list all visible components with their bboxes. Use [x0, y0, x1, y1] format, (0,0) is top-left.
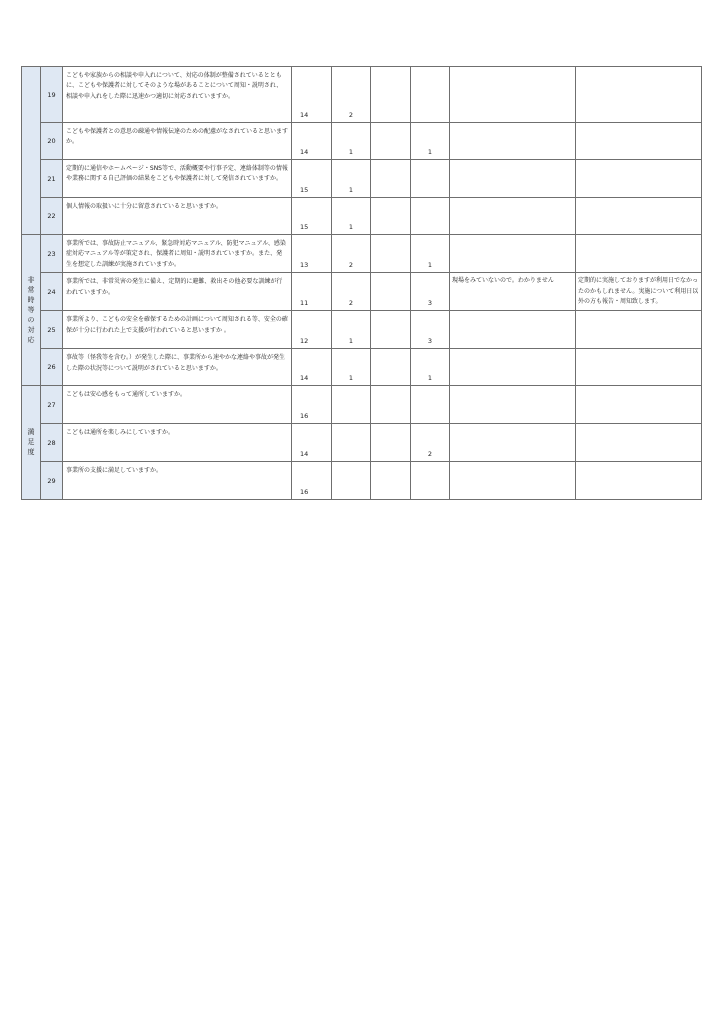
response-cell: [576, 67, 702, 123]
category-cell-communication: [22, 67, 41, 235]
row-number: 25: [41, 311, 63, 349]
category-label: 非常時等の対応: [27, 275, 35, 344]
response-cell: [576, 311, 702, 349]
count-cell: 15: [292, 198, 332, 235]
count-cell: [332, 386, 371, 424]
question-text: こどもや保護者との意思の疎通や情報伝達のための配慮がなされていると思いますか。: [63, 123, 292, 160]
count-cell: 2: [411, 424, 450, 462]
count-cell: 1: [332, 349, 371, 386]
count-cell: 16: [292, 386, 332, 424]
count-cell: [411, 160, 450, 198]
count-cell: [371, 198, 411, 235]
row-number: 21: [41, 160, 63, 198]
question-text: 定期的に通信やホームページ・SNS等で、活動概要や行事予定、連絡体制等の情報や業務に関する自己評価の結果をこどもや保護者に対して発信されていますか。: [63, 160, 292, 198]
row-number: 27: [41, 386, 63, 424]
count-cell: 14: [292, 349, 332, 386]
row-number: 20: [41, 123, 63, 160]
table-row: [22, 462, 702, 500]
count-cell: [371, 424, 411, 462]
count-cell: [371, 67, 411, 123]
question-text: こどもは安心感をもって通所していますか。: [63, 386, 292, 424]
count-cell: 2: [332, 273, 371, 311]
row-number: 19: [41, 67, 63, 123]
note-cell: [450, 311, 576, 349]
count-cell: [411, 67, 450, 123]
count-cell: 12: [292, 311, 332, 349]
table-row: [22, 273, 702, 311]
question-text: こどもは通所を楽しみにしていますか。: [63, 424, 292, 462]
count-cell: 15: [292, 160, 332, 198]
count-cell: [371, 160, 411, 198]
survey-table: [21, 66, 702, 500]
response-cell: [576, 462, 702, 500]
question-text: 事業所より、こどもの安全を確保するための計画について周知される等、安全の確保が十分に行われた上で支援が行われていると思いますか 。: [63, 311, 292, 349]
count-cell: [371, 349, 411, 386]
table-row: [22, 349, 702, 386]
response-cell: [576, 198, 702, 235]
row-number: 24: [41, 273, 63, 311]
count-cell: 14: [292, 123, 332, 160]
count-cell: [411, 462, 450, 500]
count-cell: 3: [411, 311, 450, 349]
table-row: [22, 198, 702, 235]
note-cell: [450, 67, 576, 123]
count-cell: [411, 386, 450, 424]
count-cell: 1: [332, 198, 371, 235]
note-cell: [450, 386, 576, 424]
row-number: 29: [41, 462, 63, 500]
count-cell: [371, 235, 411, 273]
count-cell: 16: [292, 462, 332, 500]
note-cell: [450, 198, 576, 235]
table-row: [22, 123, 702, 160]
table-row: [22, 160, 702, 198]
question-text: 事業所では、事故防止マニュアル、緊急時対応マニュアル、防犯マニュアル、感染症対応マニュアル等が策定され、保護者に周知・説明されていますか。また、発生を想定した訓練が実施されていますか。: [63, 235, 292, 273]
row-number: 28: [41, 424, 63, 462]
table-row: [22, 311, 702, 349]
count-cell: 1: [411, 349, 450, 386]
count-cell: [371, 123, 411, 160]
count-cell: 14: [292, 424, 332, 462]
question-text: 個人情報の取扱いに十分に留意されていると思いますか。: [63, 198, 292, 235]
count-cell: [371, 462, 411, 500]
response-cell: [576, 123, 702, 160]
response-cell: 定期的に実施しておりますが利用日でなかったのかもしれません。実施について利用日以外の方も報告・周知致します。: [576, 273, 702, 311]
note-cell: [450, 235, 576, 273]
response-cell: [576, 349, 702, 386]
table-row: [22, 386, 702, 424]
question-text: 事業所の支援に満足していますか。: [63, 462, 292, 500]
table-row: [22, 424, 702, 462]
question-text: 事故等（怪我等を含む。）が発生した際に、事業所から速やかな連絡や事故が発生した際の状況等について説明がされていると思いますか。: [63, 349, 292, 386]
count-cell: 1: [332, 123, 371, 160]
count-cell: 2: [332, 235, 371, 273]
count-cell: 1: [411, 235, 450, 273]
count-cell: [411, 198, 450, 235]
row-number: 22: [41, 198, 63, 235]
count-cell: 13: [292, 235, 332, 273]
note-cell: [450, 462, 576, 500]
row-number: 26: [41, 349, 63, 386]
note-cell: 現場をみていないので。わかりません: [450, 273, 576, 311]
note-cell: [450, 424, 576, 462]
count-cell: 11: [292, 273, 332, 311]
count-cell: 1: [411, 123, 450, 160]
category-cell-satisfaction: [22, 386, 41, 500]
note-cell: [450, 160, 576, 198]
count-cell: [371, 311, 411, 349]
response-cell: [576, 386, 702, 424]
category-cell-emergency: [22, 235, 41, 386]
count-cell: 14: [292, 67, 332, 123]
count-cell: 2: [332, 67, 371, 123]
question-text: 事業所では、非常災害の発生に備え、定期的に避難、救出その他必要な訓練が行われていますか。: [63, 273, 292, 311]
row-number: 23: [41, 235, 63, 273]
count-cell: 1: [332, 160, 371, 198]
table-row: [22, 235, 702, 273]
count-cell: 3: [411, 273, 450, 311]
count-cell: [332, 462, 371, 500]
question-text: こどもや家族からの相談や申入れについて、対応の体制が整備されているとともに、こどもや保護者に対してそのような場があることについて周知・説明され、相談や申入れをした際に迅速かつ適切に対応されていますか。: [63, 67, 292, 123]
table-row: [22, 67, 702, 123]
count-cell: [371, 273, 411, 311]
note-cell: [450, 123, 576, 160]
note-cell: [450, 349, 576, 386]
category-label: 満足度: [27, 428, 35, 457]
response-cell: [576, 235, 702, 273]
response-cell: [576, 160, 702, 198]
count-cell: [332, 424, 371, 462]
response-cell: [576, 424, 702, 462]
count-cell: 1: [332, 311, 371, 349]
count-cell: [371, 386, 411, 424]
